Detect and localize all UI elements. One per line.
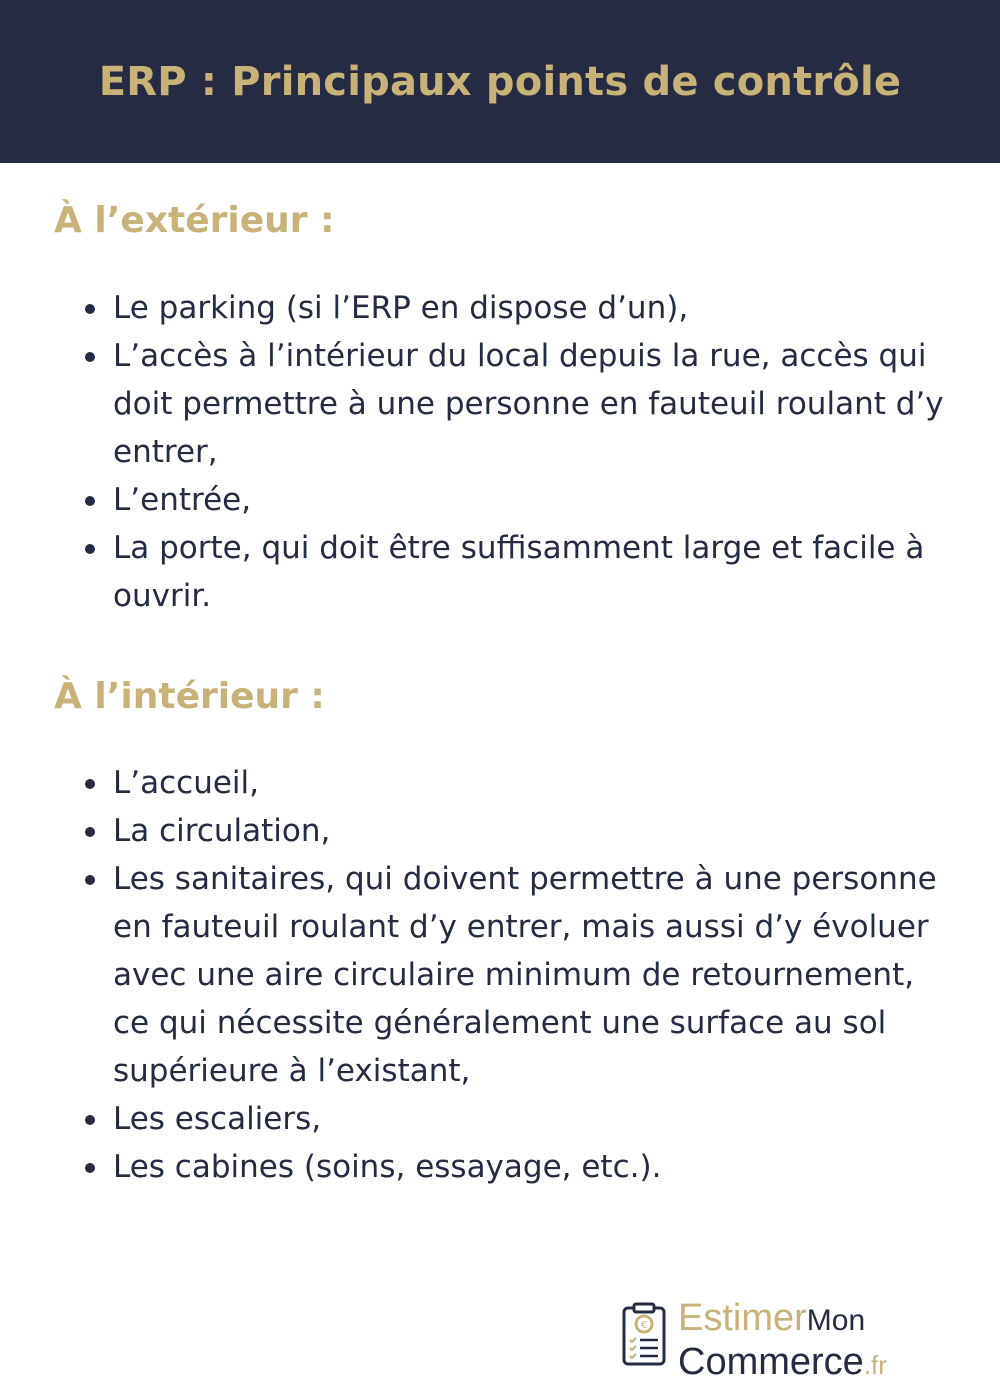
document-euro-checklist-icon [620,1302,670,1374]
brand-logo [620,1297,960,1383]
list-item: Le parking (si l’ERP en dispose d’un), [113,284,953,332]
logo-word-mon: Mon [806,1304,866,1337]
logo-wordmark [678,1297,887,1388]
section-title-exterior: À l’extérieur : [54,200,335,241]
list-item: L’accès à l’intérieur du local depuis la rue, accès qui doit permettre à une personne en fauteuil roulant d’y entrer, [113,332,953,476]
list-item: L’accueil, [113,759,953,807]
svg-text:€: € [640,1320,648,1331]
list-item: L’entrée, [113,476,953,524]
section-title-interior: À l’intérieur : [54,676,325,717]
logo-word-commerce: Commerce [678,1341,864,1383]
interior-list [113,759,953,1191]
list-item: Les cabines (soins, essayage, etc.). [113,1143,953,1191]
list-item: La porte, qui doit être suffisamment large et facile à ouvrir. [113,524,953,620]
list-item: Les sanitaires, qui doivent permettre à une personne en fauteuil roulant d’y entrer, mais aussi d’y évoluer avec une aire circulaire minimum de retournement, ce qui nécessite généralement une surface au sol supérieure à l’existant, [113,855,953,1095]
header-banner [0,0,1000,163]
list-item: Les escaliers, [113,1095,953,1143]
logo-word-estimer: Estimer [678,1297,807,1339]
list-item: La circulation, [113,807,953,855]
logo-word-fr: .fr [863,1350,887,1380]
page-title: ERP : Principaux points de contrôle [98,58,902,105]
exterior-list [113,284,953,620]
